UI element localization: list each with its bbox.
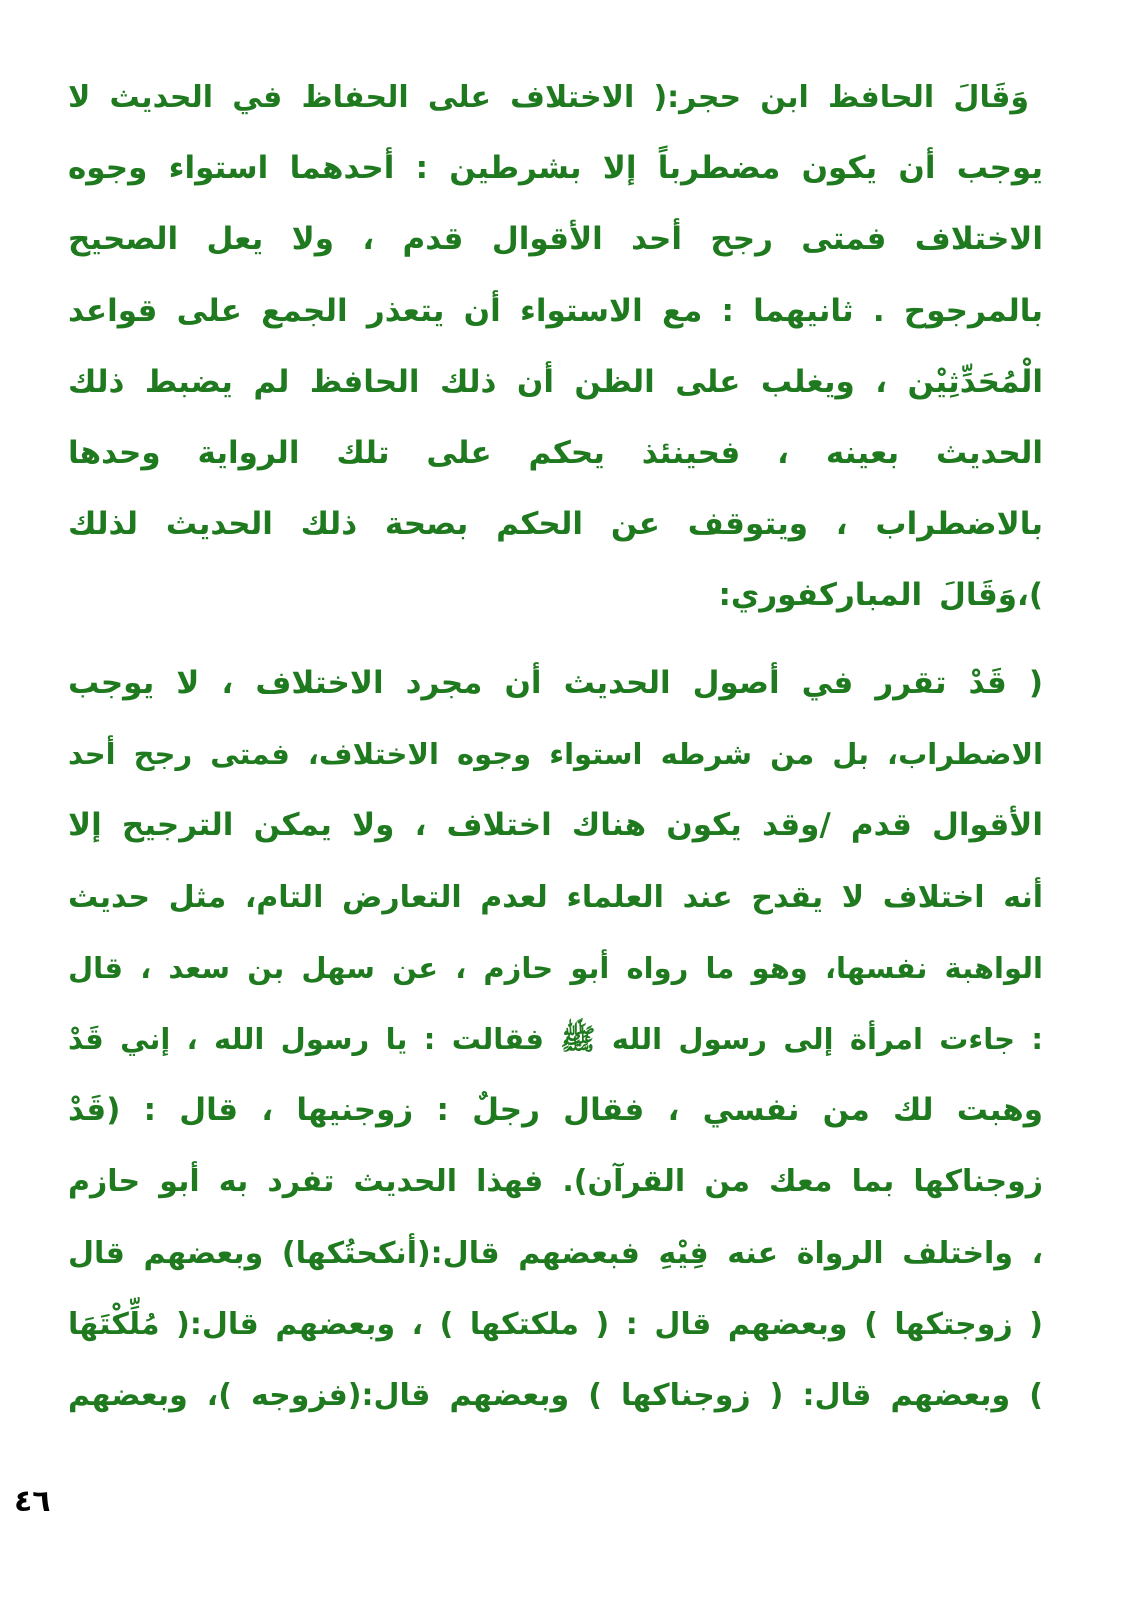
text-line: وَقَالَ الحافظ ابن حجر:( الاختلاف على الحفاظ في الحديث لا [68, 80, 1029, 115]
text-line: يوجب أن يكون مضطرباً إلا بشرطين : أحدهما استواء وجوه [68, 150, 1043, 187]
text-line: : جاءت امرأة إلى رسول الله ﷺ فقالت : يا رسول الله ، إني قَدْ [68, 1021, 1043, 1056]
paragraph-ibn-hajar-quote [68, 62, 1043, 632]
text-line: ( قَدْ تقرر في أصول الحديث أن مجرد الاختلاف ، لا يوجب [68, 665, 1043, 701]
text-line: ، واختلف الرواة عنه فِيْهِ فبعضهم قال:(أنكحتُكها) وبعضهم قال [68, 1235, 1043, 1271]
text-line: بالمرجوح . ثانيهما : مع الاستواء أن يتعذر الجمع على قواعد [68, 292, 1043, 329]
text-line: الاضطراب، بل من شرطه استواء وجوه الاختلاف، فمتى رجح أحد [68, 737, 1043, 772]
text-line: الواهبة نفسها، وهو ما رواه أبو حازم ، عن سهل بن سعد ، قال [68, 950, 1043, 985]
text-line: الْمُحَدِّثِيْن ، ويغلب على الظن أن ذلك الحافظ لم يضبط ذلك [68, 363, 1043, 400]
text-line: بالاضطراب ، ويتوقف عن الحكم بصحة ذلك الحديث لذلك [68, 506, 1043, 543]
text-line: زوجناكها بما معك من القرآن). فهذا الحديث تفرد به أبو حازم [68, 1164, 1043, 1200]
text-line: ( زوجتكها ) وبعضهم قال : ( ملكتكها ) ، وبعضهم قال:( مُلِّكْتَهَا [68, 1306, 1043, 1342]
text-line: الأقوال قدم /وقد يكون هناك اختلاف ، ولا يمكن الترجيح إلا [68, 807, 1043, 844]
text-line: وهبت لك من نفسي ، فقال رجلٌ : زوجنيها ، قال : (قَدْ [68, 1092, 1043, 1129]
text-line: أنه اختلاف لا يقدح عند العلماء لعدم التعارض التام، مثل حديث [68, 879, 1043, 915]
paragraph-mubarakfuri-quote [68, 648, 1043, 1431]
text-line: الحديث بعينه ، فحينئذ يحكم على تلك الرواية وحدها [68, 434, 1043, 471]
text-line: )،وَقَالَ المباركفوري: [718, 577, 1043, 614]
text-line: ) وبعضهم قال: ( زوجناكها ) وبعضهم قال:(فزوجه )، وبعضهم [68, 1377, 1043, 1413]
text-line: الاختلاف فمتى رجح أحد الأقوال قدم ، ولا يعل الصحيح [68, 221, 1043, 258]
page-number: ٤٦ [14, 1484, 51, 1519]
